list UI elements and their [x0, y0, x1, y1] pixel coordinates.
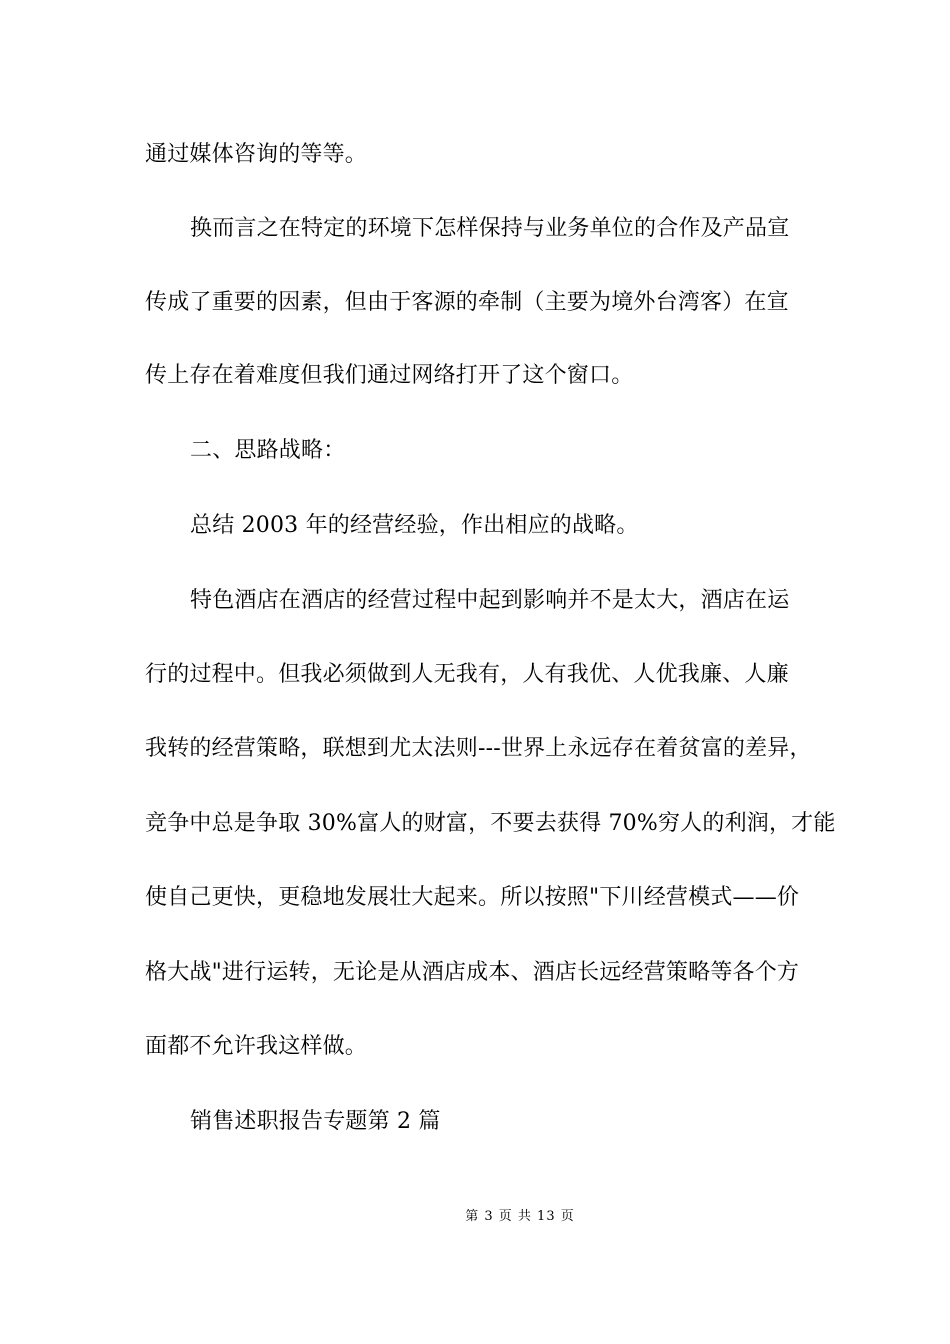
paragraph-line-13: 面都不允许我这样做。 [145, 1034, 368, 1059]
paragraph-line-7: 特色酒店在酒店的经营过程中起到影响并不是太大，酒店在运 [190, 588, 790, 613]
paragraph-line-2: 换而言之在特定的环境下怎样保持与业务单位的合作及产品宣 [190, 216, 790, 241]
paragraph-line-8: 行的过程中。但我必须做到人无我有，人有我优、人优我廉、人廉 [145, 662, 789, 687]
paragraph-line-12: 格大战"进行运转，无论是从酒店成本、酒店长远经营策略等各个方 [145, 960, 800, 985]
paragraph-line-4: 传上存在着难度但我们通过网络打开了这个窗口。 [145, 363, 634, 388]
paragraph-line-1: 通过媒体咨询的等等。 [145, 142, 368, 167]
page-number-footer: 第 3 页 共 13 页 [465, 1209, 575, 1224]
paragraph-line-6: 总结 2003 年的经营经验，作出相应的战略。 [190, 513, 639, 538]
section-heading: 二、思路战略： [190, 438, 346, 463]
paragraph-line-3: 传成了重要的因素，但由于客源的牵制（主要为境外台湾客）在宣 [145, 290, 789, 315]
paragraph-line-10: 竞争中总是争取 30%富人的财富，不要去获得 70%穷人的利润，才能 [145, 811, 836, 836]
next-section-title: 销售述职报告专题第 2 篇 [190, 1109, 441, 1134]
paragraph-line-9: 我转的经营策略，联想到尤太法则---世界上永远存在着贫富的差异， [145, 736, 812, 761]
paragraph-line-11: 使自己更快，更稳地发展壮大起来。所以按照"下川经营模式——价 [145, 885, 800, 910]
